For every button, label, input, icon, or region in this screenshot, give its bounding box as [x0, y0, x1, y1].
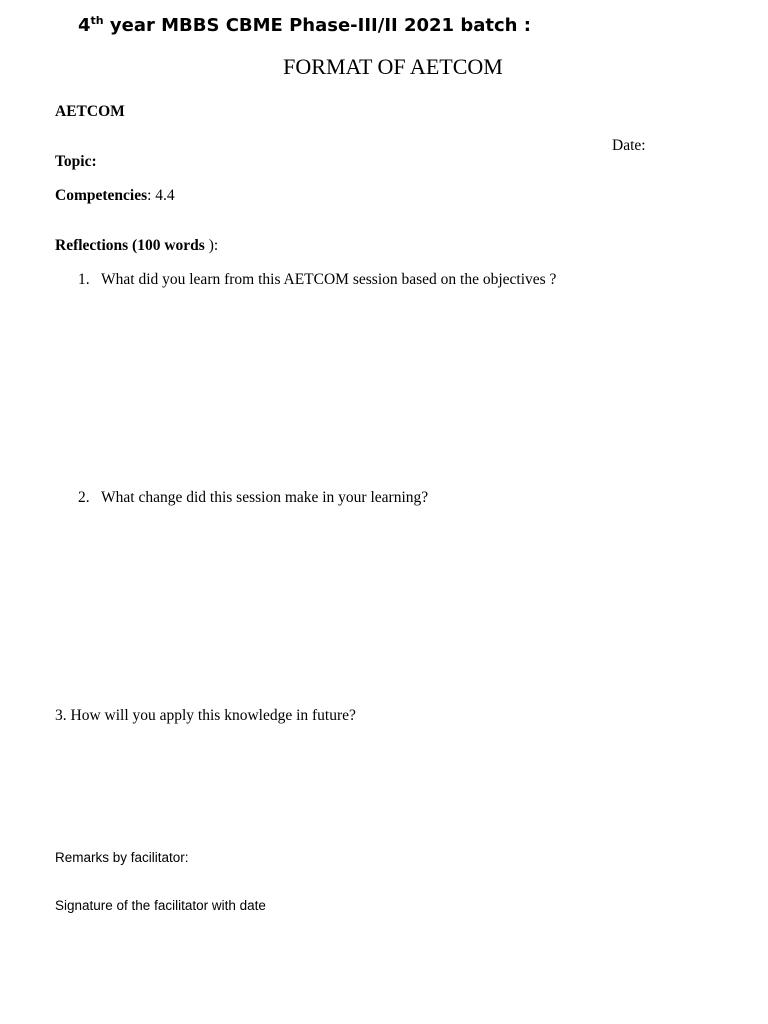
aetcom-label: AETCOM: [55, 103, 125, 120]
reflections-label: Reflections (100 words: [55, 237, 209, 254]
reflections-heading: [55, 237, 218, 255]
date-label: Date:: [612, 137, 646, 154]
competencies-label: Competencies: [55, 187, 148, 204]
question-2-text: What change did this session make in your learning?: [101, 489, 429, 506]
question-1-number: 1.: [78, 271, 90, 288]
question-3-text: 3. How will you apply this knowledge in future?: [55, 707, 356, 724]
competencies-line: [55, 187, 175, 205]
reflections-suffix: ):: [208, 237, 219, 254]
header-rest: year MBBS CBME Phase-III/II 2021 batch :: [103, 15, 531, 36]
document-header: [78, 15, 531, 36]
topic-label: Topic:: [55, 153, 97, 170]
header-year-suffix: th: [90, 14, 104, 27]
signature-label: Signature of the facilitator with date: [55, 898, 266, 913]
question-1-text: What did you learn from this AETCOM session based on the objectives ?: [101, 271, 557, 288]
question-2-number: 2.: [78, 489, 90, 506]
page-title: FORMAT OF AETCOM: [283, 54, 503, 79]
header-year-number: 4: [78, 15, 91, 36]
remarks-label: Remarks by facilitator:: [55, 850, 189, 865]
competencies-value: : 4.4: [147, 187, 175, 204]
